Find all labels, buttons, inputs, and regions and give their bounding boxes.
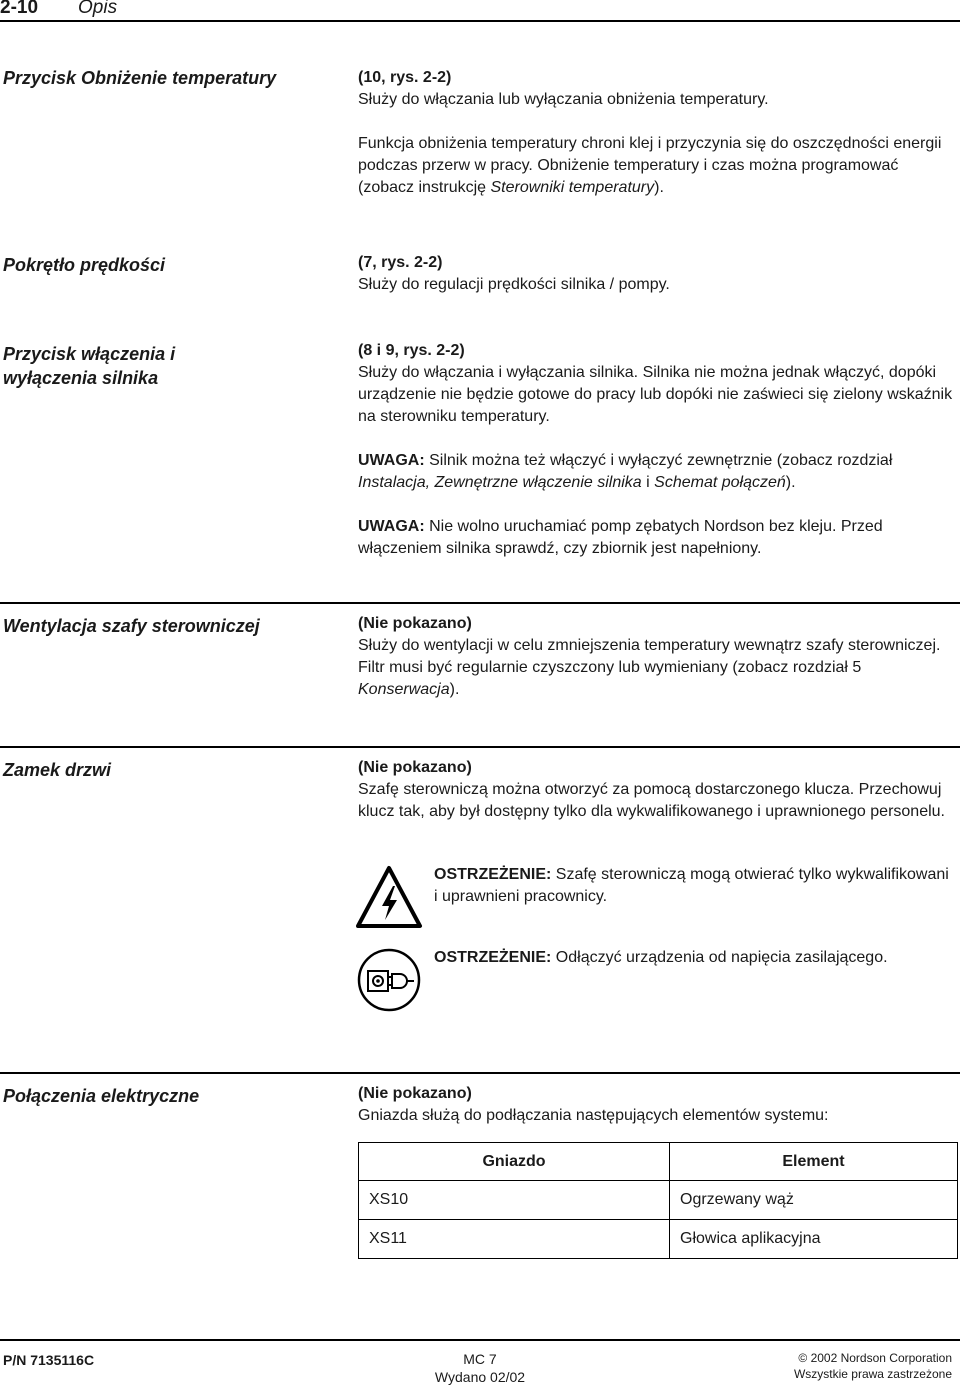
footer-rule (0, 1339, 960, 1341)
table-cell: XS11 (359, 1220, 670, 1259)
section-rule (0, 1072, 960, 1074)
issue-date: Wydano 02/02 (434, 1369, 526, 1385)
body-paragraph: Służy do włączania i wyłączania silnika. Silnika nie można jednak włączyć, dopóki urządzenie nie będzie gotowe do pracy lub dopóki nie zaświeci się zielony wskaźnik na sterowniku temperatury. (358, 364, 953, 425)
section-body-ventilation (358, 613, 958, 701)
body-text: Gniazda służą do podłączania następujących elementów systemu: (358, 1107, 829, 1124)
footer-copyright (732, 1350, 952, 1382)
rights-line: Wszystkie prawa zastrzeżone (793, 1367, 952, 1381)
table-cell: XS10 (359, 1181, 670, 1220)
chapter-title: Opis (78, 0, 118, 18)
header-rule (0, 20, 960, 22)
section-title-temp-reduction: Przycisk Obniżenie temperatury (3, 68, 277, 88)
electrical-hazard-icon (354, 864, 424, 930)
body-text: Służy do włączania lub wyłączania obniżenia temperatury. (358, 91, 769, 108)
page-header (0, 0, 960, 20)
table-cell: Ogrzewany wąż (670, 1181, 958, 1220)
body-text: Służy do regulacji prędkości silnika / pompy. (358, 276, 670, 293)
figure-reference: (Nie pokazano) (358, 759, 472, 776)
section-body-electrical (358, 1083, 958, 1127)
note-paragraph: UWAGA: Silnik można też włączyć i wyłączyć zewnętrznie (zobacz rozdział Instalacja, Zewnętrzne włączenie silnika i Schemat połączeń). (358, 452, 893, 491)
warning-label: OSTRZEŻENIE: (434, 866, 552, 883)
body-paragraph: Służy do wentylacji w celu zmniejszenia temperatury wewnątrz szafy sterowniczej. Filtr musi być regularnie czyszczony lub wymieniany (zobacz rozdział 5 Konserwacja). (358, 637, 941, 698)
figure-reference: (Nie pokazano) (358, 1085, 472, 1102)
warning-label: OSTRZEŻENIE: (434, 949, 552, 966)
figure-reference: (10, rys. 2-2) (358, 69, 452, 86)
section-title-speed-knob: Pokrętło prędkości (3, 255, 166, 275)
section-body-door-lock (358, 757, 958, 823)
section-rule (0, 746, 960, 748)
warning-2: OSTRZEŻENIE: Odłączyć urządzenia od napięcia zasilającego. (434, 949, 888, 966)
figure-reference: (Nie pokazano) (358, 615, 472, 632)
body-paragraph: Szafę sterowniczą można otworzyć za pomocą dostarczonego klucza. Przechowuj klucz tak, aby był dostępny tylko dla wykwalifikowanego i uprawnionego personelu. (358, 781, 945, 820)
section-title-door-lock: Zamek drzwi (3, 760, 112, 780)
sockets-table (358, 1142, 958, 1259)
note-label: UWAGA: (358, 452, 425, 469)
part-number: P/N 7135116C (3, 1352, 95, 1368)
section-title-electrical: Połączenia elektryczne (3, 1086, 200, 1106)
note-label: UWAGA: (358, 518, 425, 535)
table-cell: Głowica aplikacyjna (670, 1220, 958, 1259)
table-header-cell: Element (670, 1143, 958, 1181)
figure-reference: (7, rys. 2-2) (358, 254, 443, 271)
section-title-motor-switch: Przycisk włączenia i wyłączenia silnika (3, 344, 176, 388)
table-header-row (359, 1143, 958, 1181)
model-name: MC 7 (463, 1351, 497, 1367)
page-number: 2-10 (0, 0, 39, 18)
figure-reference: (8 i 9, rys. 2-2) (358, 342, 465, 359)
section-body-temp-reduction (358, 67, 958, 199)
body-paragraph: Funkcja obniżenia temperatury chroni klej i przyczynia się do oszczędności energii podczas przerw w pracy. Obniżenie temperatury i czas można programować (zobacz instrukcję Sterowniki temperatury). (358, 135, 942, 196)
section-rule (0, 602, 960, 604)
section-body-speed-knob (358, 252, 958, 296)
disconnect-power-icon (356, 947, 422, 1013)
table-header-cell: Gniazdo (359, 1143, 670, 1181)
copyright-line: © 2002 Nordson Corporation (798, 1351, 952, 1365)
section-title-ventilation: Wentylacja szafy sterowniczej (3, 616, 260, 636)
table-row (359, 1181, 958, 1220)
note-paragraph: UWAGA: Nie wolno uruchamiać pomp zębatych Nordson bez kleju. Przed włączeniem silnika sprawdź, czy zbiornik jest napełniony. (358, 518, 883, 557)
table-row (359, 1220, 958, 1259)
footer-center (430, 1350, 530, 1386)
section-body-motor-switch (358, 340, 958, 560)
warning-1: OSTRZEŻENIE: Szafę sterowniczą mogą otwierać tylko wykwalifikowani i uprawnieni pracownicy. (434, 866, 949, 905)
